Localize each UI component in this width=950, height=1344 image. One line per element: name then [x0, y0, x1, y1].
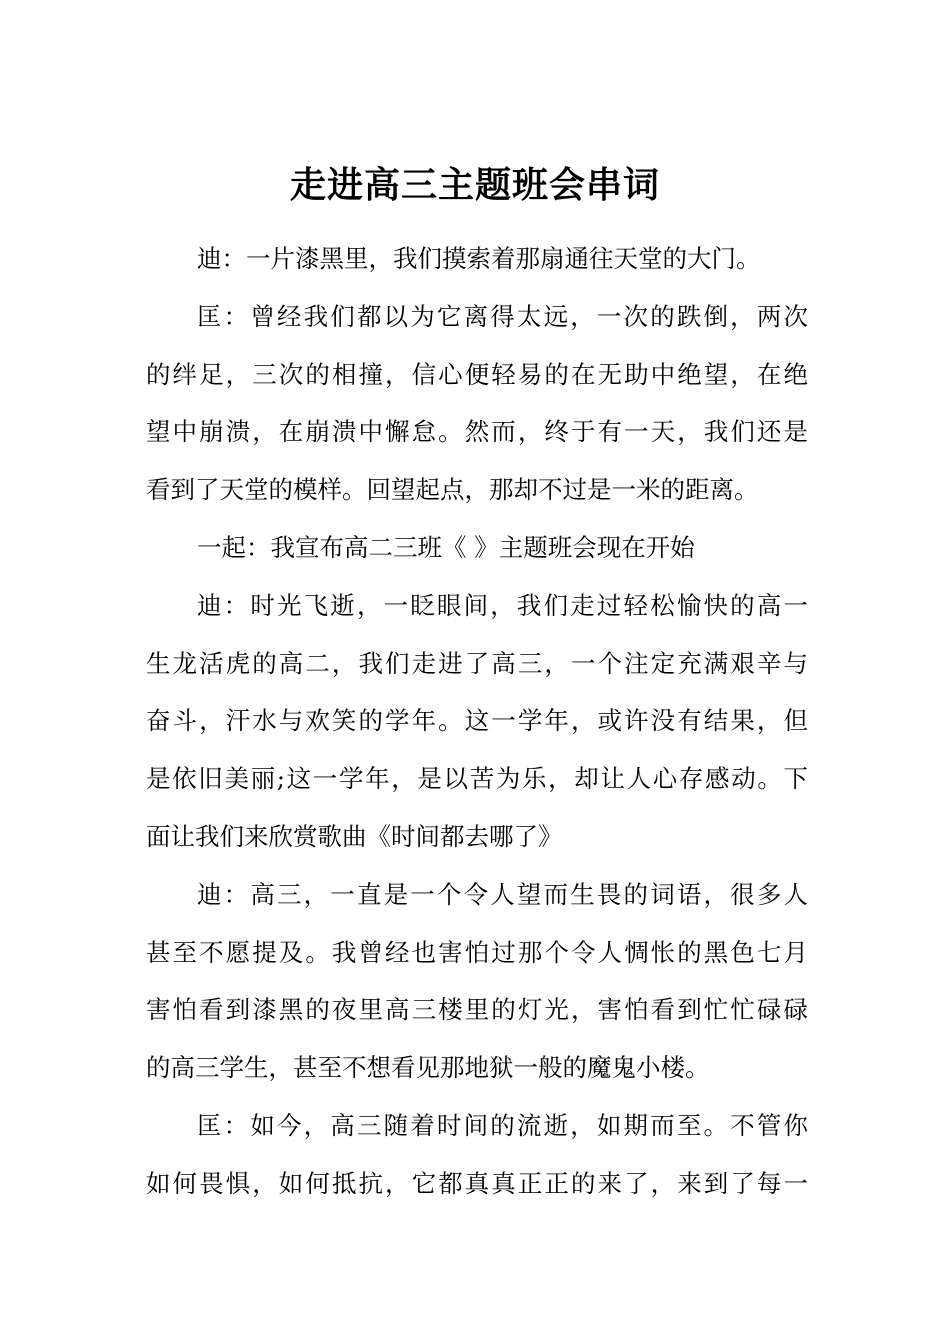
text-line: 迪：时光飞逝，一眨眼间，我们走过轻松愉快的高一 [197, 590, 808, 620]
text-line: 迪：高三，一直是一个令人望而生畏的词语，很多人 [197, 879, 808, 909]
text-line: 望中崩溃，在崩溃中懈怠。然而，终于有一天，我们还是 [146, 417, 808, 447]
text-line: 匡：曾经我们都以为它离得太远，一次的跌倒，两次 [197, 301, 808, 331]
document-body [146, 230, 808, 1213]
text-line: 害怕看到漆黑的夜里高三楼里的灯光，害怕看到忙忙碌碌 [146, 995, 808, 1025]
text-line: 的绊足，三次的相撞，信心便轻易的在无助中绝望，在绝 [146, 359, 808, 389]
text-line: 生龙活虎的高二，我们走进了高三，一个注定充满艰辛与 [146, 648, 808, 678]
document-title: 走进高三主题班会串词 [289, 164, 660, 206]
text-line: 的高三学生，甚至不想看见那地狱一般的魔鬼小楼。 [146, 1053, 710, 1083]
text-line: 迪：一片漆黑里，我们摸索着那扇通往天堂的大门。 [197, 244, 761, 273]
text-line: 一起：我宣布高二三班《 》主题班会现在开始 [197, 532, 695, 562]
text-line: 如何畏惧，如何抵抗，它都真真正正的来了，来到了每一 [146, 1168, 808, 1198]
text-line: 看到了天堂的模样。回望起点，那却不过是一米的距离。 [146, 475, 759, 505]
text-line: 是依旧美丽;这一学年，是以苦为乐，却让人心存感动。下 [146, 764, 808, 794]
text-line: 甚至不愿提及。我曾经也害怕过那个令人惆怅的黑色七月 [146, 937, 808, 967]
text-line: 匡：如今，高三随着时间的流逝，如期而至。不管你 [197, 1110, 808, 1140]
text-line: 奋斗，汗水与欢笑的学年。这一学年，或许没有结果，但 [146, 706, 808, 736]
text-line: 面让我们来欣赏歌曲《时间都去哪了》 [146, 821, 563, 851]
